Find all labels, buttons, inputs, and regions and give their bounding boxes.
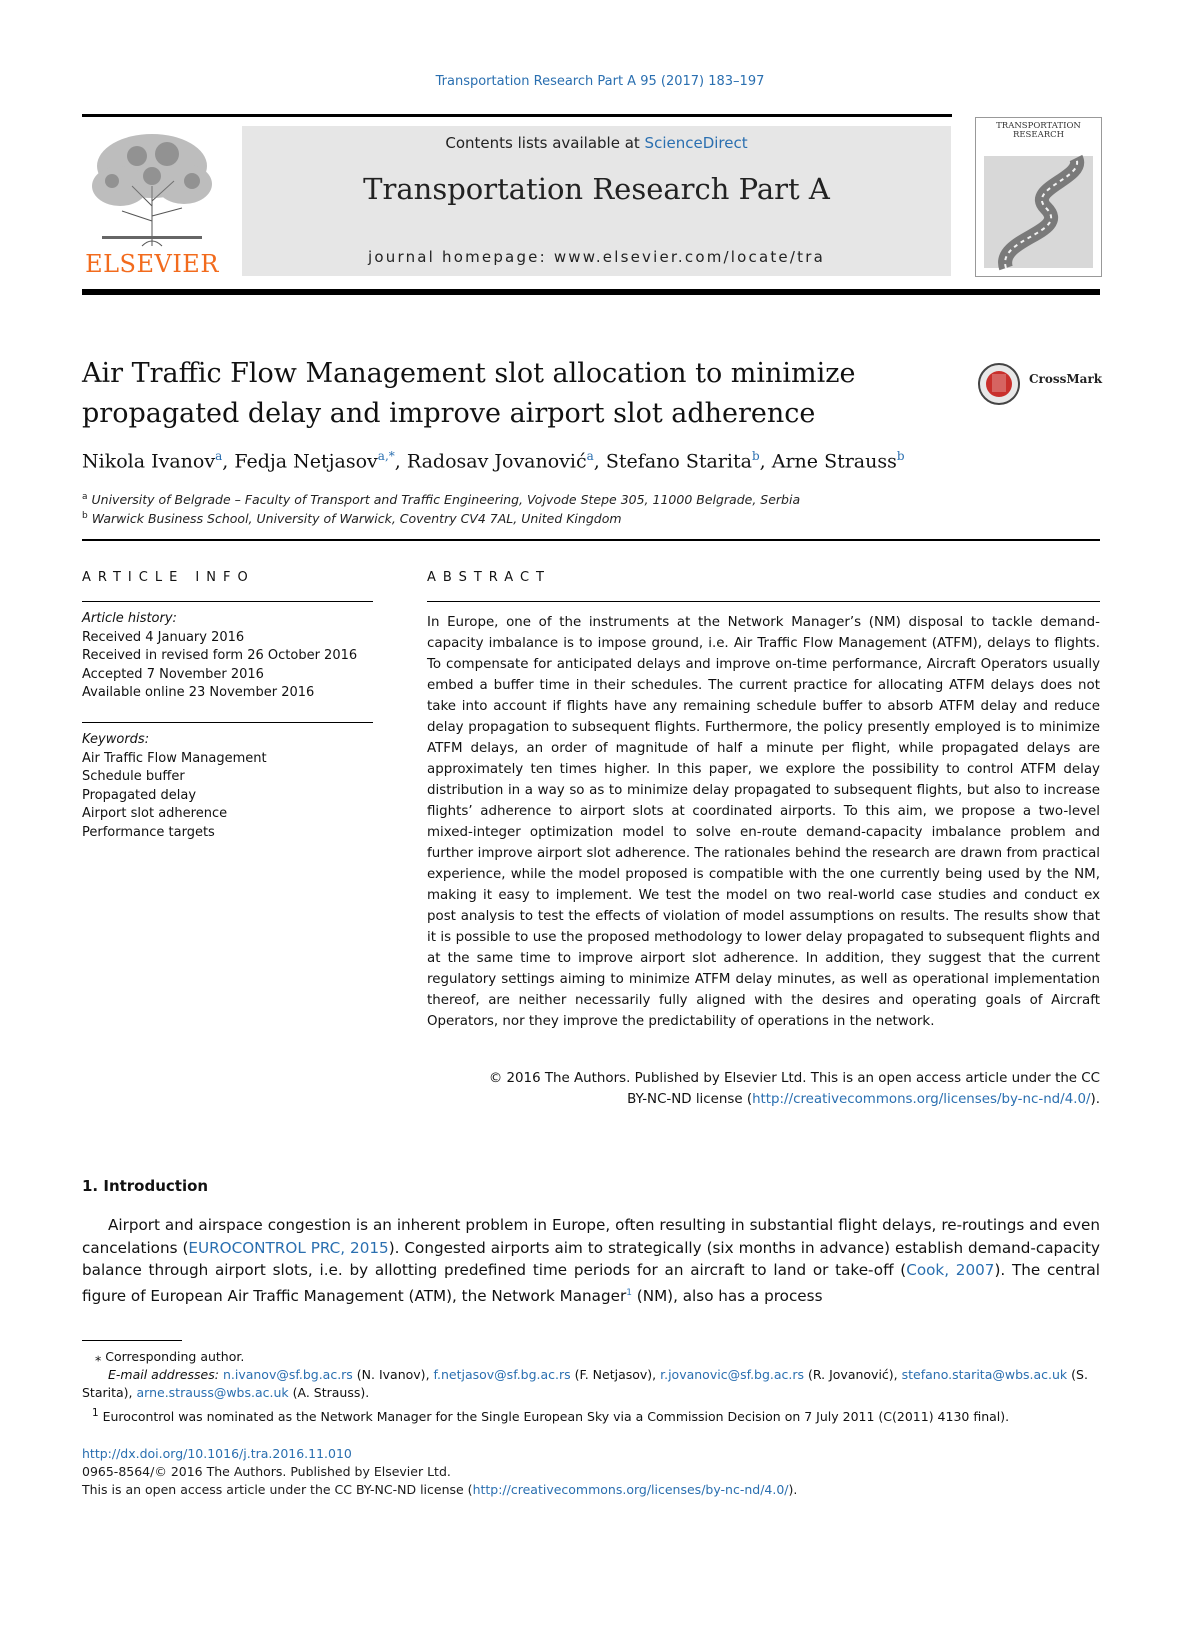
footnote-text: Eurocontrol was nominated as the Network Manager for the Single European Sky via a Commission Decision on 7 July 2011 (C(2011) 4130 final). — [102, 1409, 1010, 1425]
article-title: Air Traffic Flow Management slot allocation to minimize propagated delay and improve airport slot adherence — [82, 358, 856, 429]
keyword-item: Air Traffic Flow Management — [82, 750, 267, 766]
author-name[interactable]: Stefano Starita — [605, 450, 752, 473]
footnote-1 — [82, 1404, 1100, 1426]
journal-cover[interactable] — [975, 117, 1102, 277]
author-name[interactable]: Nikola Ivanov — [82, 450, 216, 473]
keywords-label: Keywords: — [82, 732, 150, 747]
author-name[interactable]: Arne Strauss — [771, 450, 897, 473]
author-name[interactable]: Radosav Jovanović — [406, 450, 587, 473]
contents-prefix: Contents lists available at — [445, 134, 645, 152]
email-owner: (A. Strauss). — [288, 1385, 370, 1400]
open-access-line — [82, 1482, 797, 1497]
affiliation-mark[interactable]: b — [896, 449, 905, 463]
email-link[interactable]: n.ivanov@sf.bg.ac.rs — [222, 1367, 353, 1382]
journal-citation[interactable]: Transportation Research Part A 95 (2017) 183–197 — [435, 74, 765, 89]
affiliation-key: b — [82, 511, 88, 521]
history-item: Accepted 7 November 2016 — [82, 666, 264, 682]
elsevier-wordmark: ELSEVIER — [85, 250, 219, 278]
affiliation-text: University of Belgrade – Faculty of Transport and Traffic Engineering, Vojvode Stepe 305, 11000 Belgrade, Serbia — [91, 492, 801, 508]
keyword-item: Performance targets — [82, 824, 215, 840]
email-link[interactable]: arne.strauss@wbs.ac.uk — [136, 1385, 289, 1400]
keyword-item: Propagated delay — [82, 787, 197, 803]
abstract-heading: ABSTRACT — [427, 570, 551, 585]
email-link[interactable]: r.jovanovic@sf.bg.ac.rs — [660, 1367, 805, 1382]
oa-license-link[interactable]: http://creativecommons.org/licenses/by-nc-nd/4.0/ — [472, 1482, 789, 1497]
intro-text: Airport and airspace congestion is an inherent problem in Europe, often resulting in substantial flight delays, re-routings and even cancelations ( — [82, 1216, 1100, 1257]
tree-logo-icon — [82, 126, 222, 250]
oa-suffix: ). — [788, 1482, 798, 1497]
affiliation-mark[interactable]: b — [751, 449, 760, 463]
info-rule — [82, 601, 373, 602]
email-owner: (F. Netjasov), — [570, 1367, 661, 1382]
affiliation-text: Warwick Business School, University of Warwick, Coventry CV4 7AL, United Kingdom — [91, 511, 622, 527]
sciencedirect-link[interactable]: ScienceDirect — [644, 134, 748, 152]
footnote-mark[interactable]: 1 — [626, 1287, 632, 1298]
keywords — [82, 731, 373, 842]
history-label: Article history: — [82, 611, 177, 626]
intro-text: ). The central figure of European Air Traffic Management (ATM), the Network Manager — [82, 1261, 1100, 1305]
email-addresses — [82, 1366, 1100, 1402]
journal-homepage[interactable]: journal homepage: www.elsevier.com/locate/tra — [368, 248, 825, 266]
road-cover-icon — [976, 118, 1101, 276]
email-owner: (R. Jovanović), — [804, 1367, 902, 1382]
history-item: Available online 23 November 2016 — [82, 685, 315, 700]
issn-line: 0965-8564/© 2016 The Authors. Published by Elsevier Ltd. — [82, 1464, 451, 1479]
citation-link[interactable]: Cook, 2007 — [906, 1261, 995, 1279]
footnote-number: 1 — [92, 1407, 99, 1419]
affiliation-b — [82, 511, 622, 526]
keyword-item: Airport slot adherence — [82, 806, 228, 821]
cover-title: TRANSPORTATION RESEARCH — [996, 121, 1081, 140]
introduction-paragraph — [82, 1214, 1100, 1307]
journal-title: Transportation Research Part A — [363, 172, 830, 206]
email-link[interactable]: stefano.starita@wbs.ac.uk — [901, 1367, 1068, 1382]
history-item: Received in revised form 26 October 2016 — [82, 648, 358, 663]
intro-text: ). Congested airports aim to strategically (six months in advance) establish demand-capacity balance through airport slots, i.e. by allotting predefined time periods for an aircraft to land or take-off ( — [82, 1238, 1100, 1279]
affiliation-mark[interactable]: a,* — [377, 449, 395, 463]
section-rule — [82, 539, 1100, 541]
header-rule-bottom — [82, 289, 1100, 295]
email-owner: (S. Starita), — [82, 1367, 1088, 1400]
oa-prefix: This is an open access article under the CC BY-NC-ND license ( — [82, 1482, 473, 1497]
contents-line — [242, 134, 951, 152]
copyright-line: © 2016 The Authors. Published by Elsevier Ltd. This is an open access article under the CC — [488, 1071, 1100, 1086]
citation-link[interactable]: EUROCONTROL PRC, 2015 — [188, 1238, 389, 1257]
abstract-text: In Europe, one of the instruments at the Network Manager’s (NM) disposal to tackle demand-capacity imbalance is to impose ground, i.e. Air Traffic Flow Management (ATFM), delays to flights. To compensate for anticipated delays and improve on-time performance, Aircraft Operators usually embed a buffer time in their schedules. The current practice for allocating ATFM delays does not take into account if flights have any remaining schedule buffer to absorb ATFM delay and reduce delay propagation to subsequent flights. Furthermore, the policy presently employed is to minimize ATFM delays, an order of magnitude of half a minute per flight, while propagated delays are approximately ten times higher. In this paper, we explore the possibility to control ATFM delay distribution in a way so as to minimize delay propagated to subsequent flights, but also to increase flights’ adherence to airport slots at coordinated airports. To this aim, we propose a two-level mixed-integer optimization model to solve en-route demand-capacity imbalance problem and further improve airport slot adherence. The rationales behind the research are drawn from practical experience, while the model proposed is compatible with the one currently being used by the NM, making it easy to implement. We test the model on two real-world case studies and conduct ex post analysis to test the effects of violation of model assumptions on results. The results show that it is possible to use the proposed methodology to lower delay propagated to subsequent flights and at the same time to improve airport slot adherence. In addition, they suggest that the current regulatory settings aiming to minimize ATFM delay minutes, as well as operational implementation thereof, are neither necessarily fully aligned with the desires and operating goals of Aircraft Operators, nor they improve the predictability of operations in the network. — [427, 615, 1100, 1029]
corresponding-author-note: ⁎ Corresponding author. — [95, 1349, 245, 1364]
author-name[interactable]: Fedja Netjasov — [234, 450, 378, 473]
author-list: Nikola Ivanov$^a$, Fedja Netjasov$^{a,*}$, Radosav Jovanović$^a$, Stefano Starita$^b$, Arne Strauss$^b$ — [82, 449, 905, 473]
email-link[interactable]: f.netjasov@sf.bg.ac.rs — [433, 1367, 571, 1382]
elsevier-logo[interactable] — [82, 126, 222, 276]
crossmark-label: CrossMark — [1029, 372, 1103, 386]
doi-url[interactable]: http://dx.doi.org/10.1016/j.tra.2016.11.010 — [82, 1446, 352, 1461]
doi-link[interactable] — [82, 1446, 352, 1461]
license-prefix: BY-NC-ND license ( — [627, 1092, 753, 1107]
journal-banner — [242, 126, 951, 276]
copyright-line — [427, 1089, 1100, 1110]
affiliation-key: a — [82, 492, 88, 502]
history-item: Received 4 January 2016 — [82, 629, 245, 645]
license-suffix: ). — [1090, 1092, 1100, 1107]
crossmark-badge[interactable] — [977, 362, 1107, 402]
abstract-copyright — [427, 1068, 1100, 1110]
abstract-rule — [427, 601, 1100, 602]
email-owner: (N. Ivanov), — [352, 1367, 434, 1382]
crossmark-icon — [977, 362, 1021, 406]
intro-text: (NM), also has a process — [631, 1286, 823, 1305]
info-rule — [82, 722, 373, 723]
affiliation-mark[interactable]: a — [586, 449, 594, 463]
affiliation-mark[interactable]: a — [215, 449, 223, 463]
affiliation-a — [82, 492, 800, 507]
email-label: E-mail addresses: — [108, 1367, 219, 1382]
article-history — [82, 610, 373, 703]
footnote-rule — [82, 1340, 182, 1341]
license-link[interactable]: http://creativecommons.org/licenses/by-nc-nd/4.0/ — [752, 1092, 1091, 1107]
header-rule-top — [82, 114, 952, 117]
introduction-heading: 1. Introduction — [82, 1177, 209, 1195]
keyword-item: Schedule buffer — [82, 769, 185, 784]
article-info-heading: ARTICLE INFO — [82, 570, 255, 585]
